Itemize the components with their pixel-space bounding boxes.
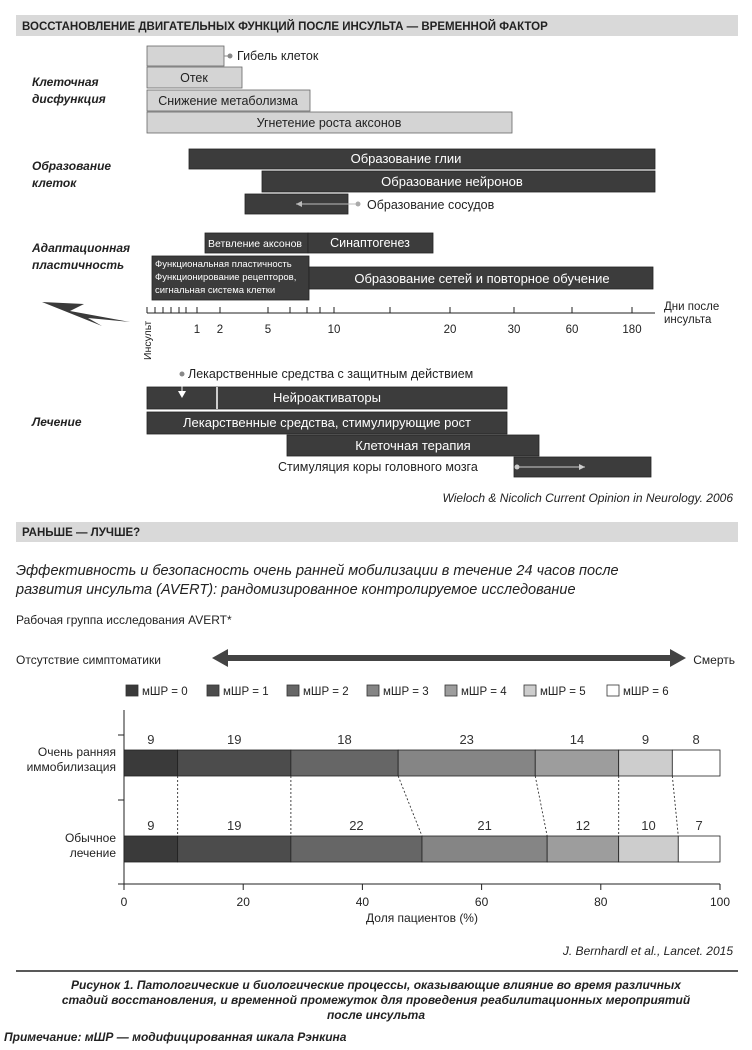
- data-label: 19: [227, 818, 242, 833]
- data-label: 22: [349, 818, 364, 833]
- figure-caption: Рисунок 1. Патологические и биологические процессы, оказывающие влияние во время различных: [71, 978, 681, 992]
- category-label: лечение: [69, 846, 116, 860]
- legend-swatch: [207, 685, 219, 696]
- legend-swatch: [287, 685, 299, 696]
- scale-arrow-left-head: [212, 649, 228, 667]
- bar-label: Лекарственные средства, стимулирующие рост: [182, 415, 472, 430]
- data-label: 14: [569, 732, 585, 747]
- legend-label: мШР = 6: [623, 686, 669, 698]
- x-axis-title: Доля пациентов (%): [366, 911, 478, 925]
- bar-label: сигнальная система клетки: [155, 285, 276, 296]
- legend-swatch: [126, 685, 138, 696]
- category-label: иммобилизация: [26, 760, 116, 774]
- data-label: 7: [695, 818, 703, 833]
- scale-right-label: Смерть: [693, 653, 735, 667]
- bar-label: Образование сосудов: [367, 198, 495, 212]
- legend-label: мШР = 0: [142, 686, 188, 698]
- x-tick-label: 20: [443, 324, 457, 336]
- figure-note: Примечание: мШР — модифицированная шкала Рэнкина: [4, 1030, 347, 1044]
- timeline-bar: [147, 46, 224, 66]
- chart-subtitle: Рабочая группа исследования AVERT*: [16, 613, 232, 627]
- legend-label: мШР = 3: [383, 686, 429, 698]
- group-label: пластичность: [32, 258, 125, 272]
- data-label: 12: [575, 818, 591, 833]
- x-tick-label: 10: [327, 324, 341, 336]
- category-label: Обычное: [64, 831, 116, 845]
- x-tick-label: 60: [565, 324, 579, 336]
- x-tick-label: 80: [594, 895, 608, 909]
- legend-label: мШР = 1: [223, 686, 269, 698]
- legend-label: мШР = 4: [461, 686, 507, 698]
- data-label: 9: [147, 818, 155, 833]
- bar-label: Нейроактиваторы: [273, 390, 381, 405]
- legend-label: мШР = 5: [540, 686, 586, 698]
- stacked-bar-segment: [124, 750, 178, 776]
- x-tick-label: 5: [264, 324, 272, 336]
- stacked-bar-segment: [672, 750, 720, 776]
- bar-label: Функционирование рецепторов,: [155, 272, 297, 283]
- x-tick-label: 60: [474, 895, 489, 909]
- stacked-bar-segment: [124, 836, 178, 862]
- data-label: 21: [477, 818, 492, 833]
- label-dot: [356, 202, 361, 207]
- data-label: 10: [641, 818, 656, 833]
- source-note: Wieloch & Nicolich Current Opinion in Neurology. 2006: [442, 491, 733, 505]
- group-label: Адаптационная: [32, 241, 131, 255]
- bar-label: Снижение метаболизма: [158, 94, 298, 108]
- x-tick-label: 100: [709, 895, 731, 909]
- bar-label: Образование нейронов: [381, 174, 523, 189]
- chart-title: Эффективность и безопасность очень ранней мобилизации в течение 24 часов после: [16, 563, 619, 579]
- stacked-bar-segment: [291, 836, 422, 862]
- category-label: Очень ранняя: [37, 745, 116, 759]
- label-dot: [515, 465, 520, 470]
- segment-connector: [398, 776, 422, 836]
- x-tick-label: 30: [507, 324, 521, 336]
- label-dot: [180, 372, 185, 377]
- figure-caption: после инсульта: [326, 1008, 426, 1022]
- x-tick-label: 180: [622, 324, 642, 336]
- scale-arrow-shaft: [226, 655, 672, 661]
- stacked-bar-segment: [619, 750, 673, 776]
- legend-swatch: [524, 685, 536, 696]
- stacked-bar-segment: [178, 750, 291, 776]
- data-label: 18: [337, 732, 352, 747]
- bar-label: Угнетение роста аксонов: [256, 116, 402, 130]
- stacked-bar-segment: [291, 750, 398, 776]
- stacked-bar-segment: [398, 750, 535, 776]
- stacked-bar-segment: [619, 836, 679, 862]
- x-axis-title: инсульта: [664, 314, 712, 326]
- bar-label: Отек: [180, 71, 208, 85]
- segment-connector: [672, 776, 678, 836]
- stacked-bar-segment: [178, 836, 291, 862]
- lightning-icon: [42, 302, 130, 326]
- data-label: 8: [692, 732, 700, 747]
- bar-label: Лекарственные средства с защитным действием: [188, 367, 474, 381]
- data-label: 23: [459, 732, 474, 747]
- legend-swatch: [445, 685, 457, 696]
- legend-swatch: [367, 685, 379, 696]
- stacked-bar-segment: [535, 750, 618, 776]
- x-tick-label: 40: [355, 895, 370, 909]
- segment-connector: [535, 776, 547, 836]
- x-tick-label: 0: [120, 895, 128, 909]
- x-tick-label: 2: [216, 324, 224, 336]
- x-axis-title: Дни после: [664, 301, 720, 313]
- stacked-bar-segment: [422, 836, 547, 862]
- bar-label: Клеточная терапия: [355, 438, 471, 453]
- x-tick-label: 1: [193, 324, 201, 336]
- figure-caption: стадий восстановления, и временной промежуток для проведения реабилитационных мероприятий: [61, 993, 691, 1007]
- bar-label: Гибель клеток: [237, 49, 319, 63]
- bar-label: Образование сетей и повторное обучение: [354, 271, 610, 286]
- stacked-bar-segment: [678, 836, 720, 862]
- chart-title: развития инсульта (AVERT): рандомизированное контролируемое исследование: [16, 582, 576, 598]
- scale-arrow-right-head: [670, 649, 686, 667]
- group-label: клеток: [32, 176, 77, 190]
- group-label: Лечение: [32, 415, 82, 429]
- x-tick-label: Инсульт: [142, 320, 154, 360]
- section-header-title: РАНЬШЕ — ЛУЧШЕ?: [22, 527, 141, 539]
- legend-label: мШР = 2: [303, 686, 349, 698]
- group-label: Образование: [32, 159, 112, 173]
- data-label: 9: [641, 732, 650, 747]
- source-note: J. Bernhardl et al., Lancet. 2015: [562, 944, 733, 958]
- stacked-bar-segment: [547, 836, 619, 862]
- bar-label: Синаптогенез: [330, 236, 410, 250]
- group-label: дисфункция: [32, 92, 106, 106]
- bar-label: Образование глии: [350, 151, 462, 166]
- group-label: Клеточная: [32, 75, 99, 89]
- data-label: 9: [147, 732, 155, 747]
- scale-left-label: Отсутствие симптоматики: [16, 653, 161, 667]
- bar-label: Функциональная пластичность: [155, 259, 292, 270]
- data-label: 19: [227, 732, 242, 747]
- bar-label: Стимуляция коры головного мозга: [278, 460, 478, 474]
- x-tick-label: 20: [236, 895, 250, 909]
- legend-swatch: [607, 685, 619, 696]
- bar-label: Ветвление аксонов: [207, 238, 303, 250]
- section-header-title: ВОССТАНОВЛЕНИЕ ДВИГАТЕЛЬНЫХ ФУНКЦИЙ ПОСЛЕ ИНСУЛЬТА — ВРЕМЕННОЙ ФАКТОР: [22, 21, 548, 33]
